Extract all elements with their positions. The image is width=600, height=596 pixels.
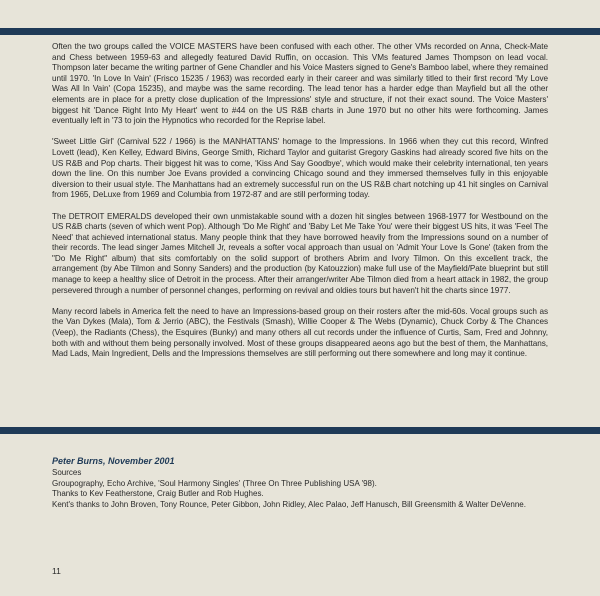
paragraph-detroit-emeralds: The DETROIT EMERALDS developed their own unmistakable sound with a dozen hit singles between 1968-1977 for Westbound on the US R&B charts (seven of which went Pop). Although 'Do Me Right' and 'Baby Let Me Take You' were their biggest US hits, it was 'Feel The Need' that achieved international status. Many people think that they have borrowed heavily from the Impressions sound on a number of their records. The lead singer James Mitchell Jr, reveals a softer vocal approach than usual on 'Admit Your Love Is Gone' (taken from the "Do Me Right" album) that sits comfortably on the solid support of brothers Abrim and Ivory Tilmon. On this excellent track, the arrangement (by Abe Tilmon and Sonny Sanders) and the production (by Katouzzion) make full use of the Mayfield/Pate blueprint but still manage to keep a healthy slice of Detroit in the process. After their arranger/writer Abe Tilmon died from a heart attack in 1982, the group persevered through a number of personnel changes, performing on revival and oldies tours but haven't hit the charts since 1977. (52, 211, 548, 295)
credits-section (52, 456, 548, 511)
page-number: 11 (52, 566, 61, 576)
top-divider-band (0, 28, 600, 35)
sources-heading: Sources (52, 467, 82, 477)
thanks-line: Thanks to Kev Featherstone, Craig Butler and Rob Hughes. (52, 489, 264, 499)
paragraph-manhattans: 'Sweet Little Girl' (Carnival 522 / 1966) is the MANHATTANS' homage to the Impressions. In 1966 when they cut this record, Winfred Lovett (lead), Ken Kelley, Edward Bivins, George Smith, Richard Taylor and guitarist Gregory Gaskins had already scored five hits on the US R&B and Pop charts. Their biggest hit was to come, 'Kiss And Say Goodbye', which would make their celebrity international, ten years down the line. On this number Joe Evans provided a convincing Chicago sound and they immersed themselves fully in this enjoyable diversion to their usual style. The Manhattans had an extremely successful run on the US R&B chart notching up 41 hit singles on Carnival from 1965, DeLuxe from 1969 and Columbia from 1972-87 and are still performing today. (52, 137, 548, 200)
middle-divider-band (0, 427, 600, 434)
paragraph-voice-masters: Often the two groups called the VOICE MASTERS have been confused with each other. The other VMs recorded on Anna, Check-Mate and Chess between 1959-63 and allegedly featured David Ruffin, on occasion. This VMs featured James Thompson on lead vocal. Thompson later became the writing partner of Gene Chandler and his Voice Masters signed to Gene's Bamboo label, where they remained until 1970. 'In Love In Vain' (Frisco 15235 / 1963) was recorded early in their career and was similarly titled to their first record 'My Love Was All In Vain' (Copa 15235), and maybe was the same recording. The lead tenor has a harder edge than Mayfield but all the other elements are in place for a pretty close duplication of the Impressions' style and structure, if not their exact sound. The Voice Masters' biggest hit 'Dance Right Into My Heart' went to #44 on the US R&B charts in June 1970 but no other hits were forthcoming. James eventually left in '73 to join the Hypnotics who recorded for the Reprise label. (52, 42, 548, 126)
author-signature: Peter Burns, November 2001 (52, 456, 175, 466)
kent-thanks-line: Kent's thanks to John Broven, Tony Rounce, Peter Gibbon, John Ridley, Alec Palao, Jeff Hanusch, Bill Greensmith & Walter DeVenne. (52, 500, 526, 510)
paragraph-impressions-groups: Many record labels in America felt the need to have an Impressions-based group on their rosters after the mid-60s. Vocal groups such as the Van Dykes (Mala), Tom & Jerrio (ABC), the Festivals (Smash), Willie Cooper & The Webs (Dynamic), Chuck Corby & The Chances (Veep), the Radiants (Chess), the Esquires (Bunky) and many others all cut records under the influence of Curtis, Sam, Fred and Johnny, both with and without them being personally involved. Most of these groups disappeared aeons ago but the best of them, the Manhattans, Mad Lads, Main Ingredient, Dells and the Impressions themselves are still performing out there somewhere and long may it continue. (52, 306, 548, 359)
liner-notes-body (52, 42, 548, 370)
sources-line: Groupography, Echo Archive, 'Soul Harmony Singles' (Three On Three Publishing USA '98). (52, 478, 377, 488)
